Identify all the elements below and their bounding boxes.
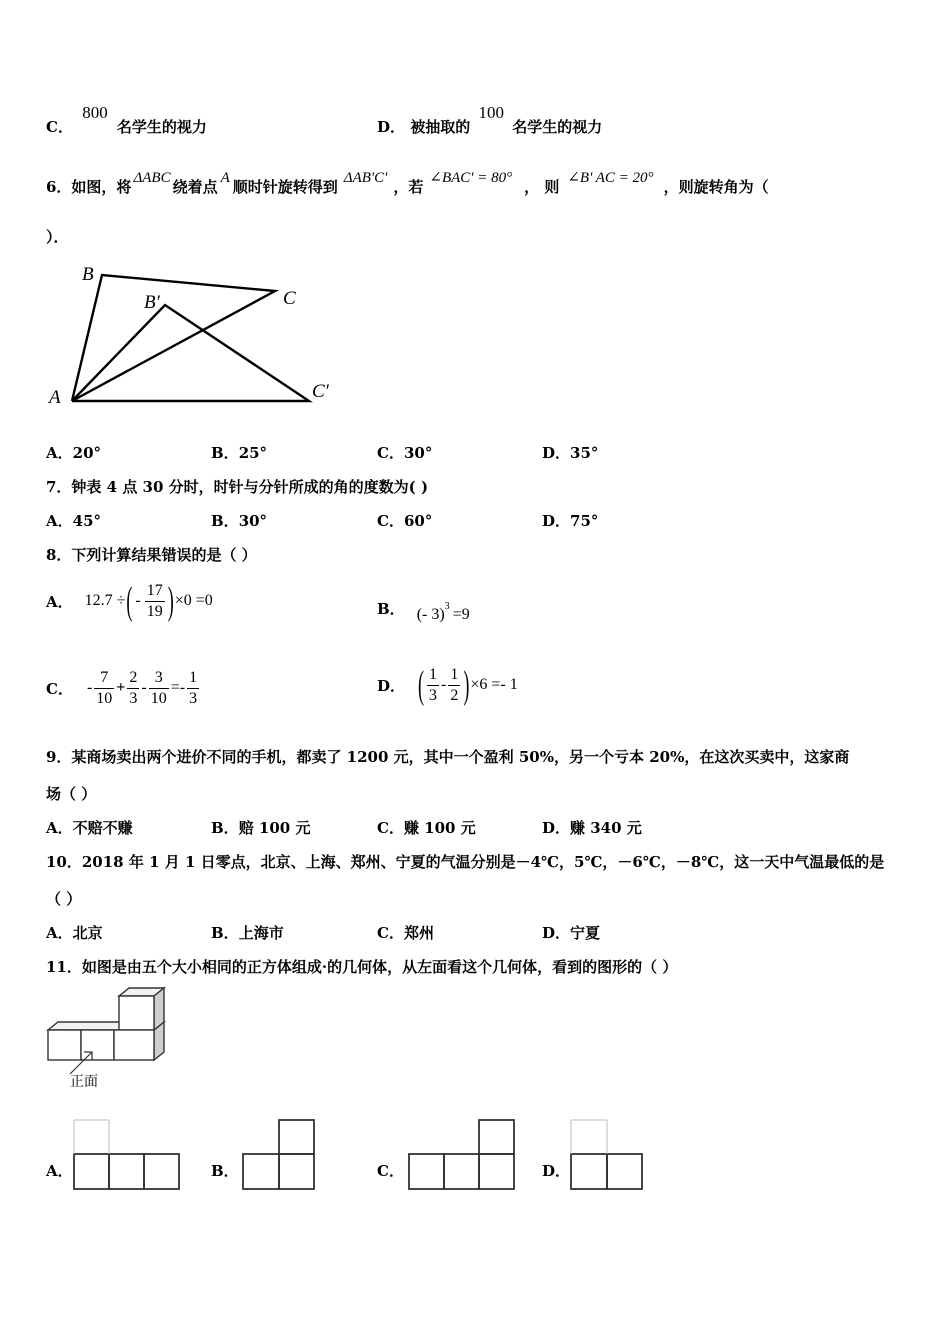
- q11-option-a-figure[interactable]: [72, 1118, 184, 1192]
- q6-option-d[interactable]: D．35°: [542, 444, 599, 462]
- q9-option-a[interactable]: A．不赔不赚: [46, 819, 133, 837]
- q11-option-a-label[interactable]: A．: [46, 1162, 73, 1180]
- q5-c-number: 800: [82, 103, 108, 122]
- q9-option-c[interactable]: C．赚 100 元: [377, 819, 476, 837]
- q6-option-b[interactable]: B．25°: [211, 444, 268, 462]
- q9-option-b[interactable]: B．赔 100 元: [211, 819, 311, 837]
- q11-option-b-label[interactable]: B．: [211, 1162, 239, 1180]
- triangle-ab-prime-c-prime: [72, 305, 309, 401]
- q6-option-a[interactable]: A．20°: [46, 444, 102, 462]
- q7-stem: 7．钟表 4 点 30 分时，时针与分针所成的角的度数为( ): [46, 478, 429, 496]
- q5-option-d[interactable]: D． 被抽取的 100 名学生的视力: [377, 103, 603, 136]
- label-a: A: [49, 387, 61, 408]
- q6-stem-end: ）．: [46, 228, 69, 246]
- q7-option-a[interactable]: A．45°: [46, 512, 102, 530]
- q11-option-b-figure[interactable]: [240, 1118, 318, 1192]
- q10-option-d[interactable]: D．宁夏: [542, 924, 601, 942]
- q10-option-a[interactable]: A．北京: [46, 924, 103, 942]
- q9-stem-line1: 9．某商场卖出两个进价不同的手机，都卖了 1200 元，其中一个盈利 50%，另一个亏本 20%，在这次买卖中，这家商: [46, 748, 850, 766]
- label-c: C: [283, 288, 296, 309]
- q11-option-c-figure[interactable]: [406, 1118, 520, 1192]
- q6-triangle-figure: [44, 258, 344, 408]
- q5-option-c[interactable]: C． 800 名学生的视力: [46, 103, 207, 136]
- triangle-abc: [72, 275, 275, 401]
- q8-option-c[interactable]: C． - $\frac{7}{10}$ + $\frac{2}{3}$ - $\frac{3}{10}$ =- $\frac{1}{3}$: [46, 668, 198, 707]
- q11-option-c-label[interactable]: C．: [377, 1162, 404, 1180]
- q7-option-d[interactable]: D．75°: [542, 512, 599, 530]
- q10-option-b[interactable]: B．上海市: [211, 924, 284, 942]
- q6-option-c[interactable]: C．30°: [377, 444, 433, 462]
- label-b-prime: B′: [144, 292, 160, 313]
- front-view-label: 正面: [70, 1075, 98, 1090]
- q9-stem-line2: 场（ ）: [46, 785, 97, 803]
- q6-stem: 6．如图，将 ΔABC 绕着点 A 顺时针旋转得到 ΔAB'C' ，若 ∠BAC' = 80° ， 则 ∠B' AC = 20° ，则旋转角为（: [46, 170, 769, 196]
- label-c-prime: C′: [312, 381, 329, 402]
- q5-d-number: 100: [478, 103, 504, 122]
- q10-stem-line2: （ ）: [46, 890, 82, 908]
- q11-option-d-label[interactable]: D．: [542, 1162, 571, 1180]
- q9-option-d[interactable]: D．赚 340 元: [542, 819, 642, 837]
- q8-option-d[interactable]: D． ( $\frac{1}{3}$ - $\frac{1}{2}$ ) ×6 =- 1: [377, 661, 518, 706]
- q10-option-c[interactable]: C．郑州: [377, 924, 434, 942]
- q8-option-b[interactable]: B． (- 3) 3 =9: [377, 600, 470, 623]
- q11-stem: 11．如图是由五个大小相同的正方体组成·的几何体，从左面看这个几何体，看到的图形的（ ）: [46, 958, 678, 976]
- q10-stem-line1: 10．2018 年 1 月 1 日零点，北京、上海、郑州、宁夏的气温分别是－4℃，5℃，－6℃，－8℃，这一天中气温最低的是: [46, 853, 885, 871]
- q7-option-c[interactable]: C．60°: [377, 512, 433, 530]
- q8-stem: 8．下列计算结果错误的是（ ）: [46, 546, 257, 564]
- q11-option-d-figure[interactable]: [568, 1118, 646, 1192]
- q11-cube-solid-figure: [44, 982, 170, 1090]
- label-b: B: [82, 264, 94, 285]
- q8-option-a[interactable]: A． 12.7 ÷ ( - $\frac{17}{19}$ ) ×0 =0: [46, 577, 213, 622]
- q7-option-b[interactable]: B．30°: [211, 512, 268, 530]
